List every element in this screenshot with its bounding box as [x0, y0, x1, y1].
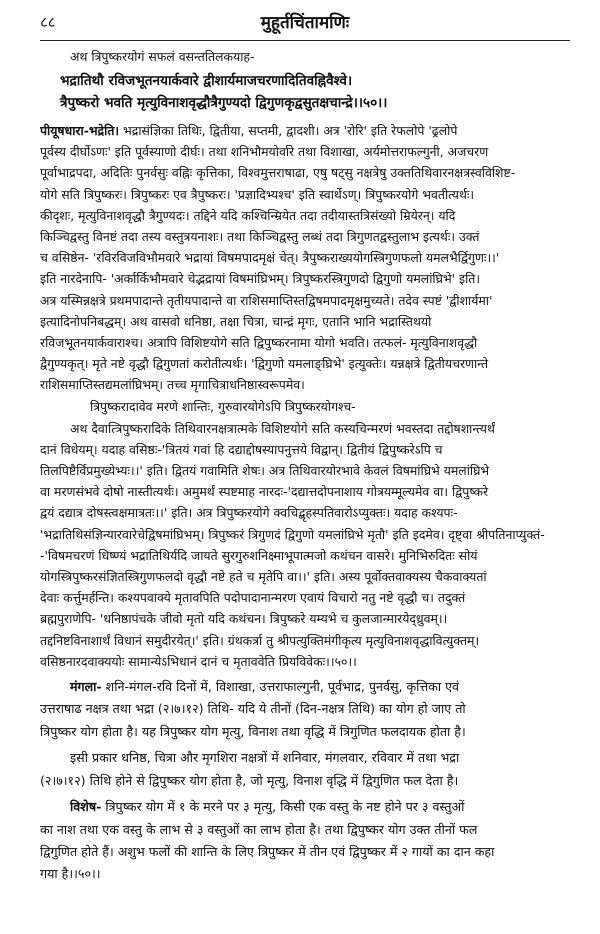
hindi-vishesh-section — [40, 796, 570, 886]
page-header — [40, 8, 570, 36]
commentary-line: दानं विधेयम्। यदाह वसिष्ठः-'त्रितयं गवां हि दद्याद्दोषस्यापनुत्तये विद्वान्। द्वितीयं द्विपुष्करेऽपि च — [40, 441, 443, 457]
page-number: ८८ — [40, 13, 56, 31]
verse-line: त्रैपुष्करो भवति मृत्युविनाशवृद्धौत्रैगुण्यदो द्विगुणकृद्वसुतक्षचान्द्रे।।५०।। — [60, 95, 388, 111]
commentary-line: च वसिष्ठेन- 'रविरविजविभौमवारे भद्रायां विषमपादमृक्षं चेत्। त्रैपुष्कराख्ययोगस्त्रिगुणफलो यमलभैर्द्विगुणः।।' — [40, 250, 500, 266]
hindi-line: विशेष- त्रिपुष्कर योग में १ के मरने पर ३ मृत्यु, किसी एक वस्तु के नष्ट होने पर ३ वस्तुओं — [70, 799, 465, 815]
commentary-piyushdhara — [40, 120, 570, 396]
commentary-line: द्वयं दद्यात्र दोषस्त्वक्षमात्रतः।।' इति। अत्र त्रिपुष्करयोगे क्वचिद्बृहस्पतिवारोऽप्युक्तः। यदाह कश्यपः- — [40, 505, 458, 521]
hindi-lead: विशेष- — [70, 799, 102, 815]
commentary-line: रविजभूतनयार्कवाराश्च। अत्रापि विशिष्टयोगे सति द्विपुष्करनामा योगो भवति। तत्फलं- मृत्युविनाशवृद्धौ — [40, 335, 478, 351]
running-title: मुहूर्तचिंतामणिः — [260, 13, 350, 33]
verse-block — [40, 70, 570, 114]
hindi-line: त्रिपुष्कर योग होता है। यह त्रिपुष्कर योग मृत्यु, विनाश तथा वृद्धि में त्रिगुणित फलदायक होता है। — [40, 723, 466, 739]
hindi-line: द्विगुणित होते हैं। अशुभ फलों की शान्ति के लिए त्रिपुष्कर में तीन एवं द्विपुष्कर में २ गायों का दान कहा — [40, 843, 495, 859]
commentary-line: पूर्वस्य दीर्घोऽणः' इति पूर्वस्याणो दीर्घः। तथा शनिभौमयोर्वारे तथा विशाखा, अर्यमोत्तराफल्गुनी, अजचरण — [40, 144, 489, 160]
commentary-line: ब्रह्मपुराणेपि- 'धनिष्ठापंचके जीवो मृतो यदि कथंचन। त्रिपुष्करे यम्यभे च कुलजान्मारयेद्ध्रुवम्।। — [40, 611, 448, 627]
commentary-line: -'विषमचरणं धिष्ण्यं भद्रातिथिर्यदि जायते सुरगुरुशनिक्ष्माभूपात्मजो कथंचन वासरे। मुनिभिरुदितः सोयं — [40, 547, 478, 563]
commentary-line: वसिष्ठनारदवाक्ययोः सामान्येऽभिधानं दानं च मृताववेति प्रियविवेकः।।५०।। — [40, 653, 357, 669]
header-rule — [40, 40, 570, 41]
section-subheading: त्रिपुष्करादावेव मरणे शान्तिः, गुरुवारयोगेऽपि त्रिपुष्करयोगश्च- — [90, 398, 356, 414]
hindi-line: इसी प्रकार धनिष्ठ, चित्रा और मृगशिरा नक्षत्रों में शनिवार, मंगलवार, रविवार में तथा भद्रा — [70, 750, 460, 766]
hindi-dvipushkar-section — [40, 747, 570, 792]
commentary-line: इति नारदेनापि- 'अर्कार्किभौमवारे चेद्भद्रायां विषमांघ्रिभम्। त्रिपुष्करस्त्रिगुणदो द्विगुणो यमलांघ्रिभे' इति। — [40, 271, 481, 287]
commentary-shanti — [40, 418, 570, 672]
page-content — [40, 46, 570, 886]
hindi-line: का नाश तथा एक वस्तु के लाभ से ३ वस्तुओं का लाभ होता है। तथा द्विपुष्कर योग उक्त तीनों फल — [40, 821, 478, 837]
hindi-line: मंगला- शनि-मंगल-रवि दिनों में, विशाखा, उत्तराफाल्गुनी, पूर्वभाद्र, पुनर्वसु, कृत्तिका एवं — [70, 679, 460, 695]
commentary-line: पूर्वाभाद्रपदा, अदितिः पुनर्वसुः वह्निः कृत्तिका, विश्वमुत्तराषाढा, एषु षट्सु नक्षत्रेषु उक्ततिथिवारनक्षत्रस्वविशिष्ट- — [40, 165, 516, 181]
commentary-line: 'भद्रातिथिसंज्ञिन्यारवारेचेद्विषमांघ्रिभम्। त्रिपुष्करं त्रिगुणदं द्विगुणो यमलांघ्रिभे मृतौ' इति इदमेव। दृष्ट्वा श्रीपतिनाप्युक्तं- — [40, 526, 545, 542]
commentary-lead: पीयूषधारा-भद्रेति। — [40, 123, 120, 138]
commentary-line: इत्यादिनोपनिबद्धम्। अथ वासवो धनिष्ठा, तक्षा चित्रा, चान्द्रं मृगः, एतानि भानि भद्रास्तिथयो — [40, 313, 432, 329]
commentary-line: किञ्चिद्वस्तु विनष्टं तदा तस्य वस्तुत्रयनाशः। तथा किञ्चिद्वस्तु लब्धं तदा त्रिगुणतद्वस्तुलाभ इत्यर्थः। उक्तं — [40, 229, 480, 245]
hindi-line: (२।७।१२) तिथि होने से द्विपुष्कर योग होता है, जो मृत्यु, विनाश वृद्धि में द्विगुणित फल देता है। — [40, 772, 459, 788]
commentary-line: पीयूषधारा-भद्रेति। भद्रासंज्ञिका तिथिः, द्वितीया, सप्तमी, द्वादशी। अत्र 'रोरि' इति रेफलोपे 'ढ्रलोपे — [40, 123, 458, 138]
hindi-line: गया है।।५०।। — [40, 866, 101, 882]
hindi-line: उत्तराषाढ नक्षत्र तथा भद्रा (२।७।१२) तिथि- यदि ये तीनों (दिन-नक्षत्र तिथि) का योग हो जाए तो — [40, 701, 466, 717]
commentary-line: योगे सति त्रिपुष्करः। त्रिपुष्करः एव त्रैपुष्करः। 'प्रज्ञादिभ्यश्च' इति स्वार्थेऽण्। त्रिपुष्करयोगे भवतीत्यर्थः। — [40, 186, 475, 202]
commentary-line: तद्दनिष्टविनाशार्थं विधानं समुदीरयेत्।' इति। ग्रंथकर्त्रा तु श्रीपत्युक्तिमंगीकृत्य मृत्युविनाशवृद्धावित्युक्तम्। — [40, 632, 480, 648]
commentary-line: योगस्त्रिपुष्करसंज्ञितस्त्रिगुणफलदो वृद्धौ नष्टे हते च मृतेपि वा।।' इति। अस्य पूर्वोक्तवाक्यस्य चैकवाक्यतां — [40, 569, 487, 585]
commentary-line: तिलपिष्टैर्विप्रमुख्येभ्यः।।' इति। द्वितयं गवामिति शेषः। अत्र तिथिवारयोरभावे केवलं विषमांघ्रिभे यमलांघ्रिभे — [40, 463, 490, 479]
commentary-line: अथ दैवात्त्रिपुष्करादिके तिथिवारनक्षत्रात्मके विशिष्टयोगे सति कस्यचिन्मरणं भवस्तदा तद्दोषशान्त्यर्थं — [70, 420, 495, 436]
commentary-line: द्वैगुण्यकृत्। मृते नष्टे वृद्धौ द्विगुणतां करोतीत्यर्थः। 'द्विगुणो यमलाङ्घ्रिभे' इत्युक्तेः। यन्नक्षत्रे द्वितीयचरणान्ते — [40, 356, 489, 372]
verse-intro: अथ त्रिपुष्करयोगं सफलं वसन्ततिलकयाह- — [70, 49, 255, 64]
commentary-line: राशिसमाप्तिस्तद्यमलांघ्रिभम्। तच्च मृगाचित्राधनिष्ठास्वरूपमेव। — [40, 377, 305, 393]
commentary-line: कीदृशः, मृत्युविनाशवृद्धौ त्रैगुण्यदः। तद्दिने यदि कश्चिन्म्रियेत तदा तदीयास्तत्रिसंख्यो म्रियेरन्। यदि — [40, 207, 456, 223]
commentary-line: अत्र यस्मिन्नक्षत्रे प्रथमपादान्ते तृतीयपादान्ते वा राशिसमाप्तिस्तद्विषमपादमृक्षमुच्यते। तदेव स्पष्टं 'द्वीशार्यमा' — [40, 292, 493, 308]
commentary-line: वा मरणसंभवे दोषो नास्तीत्यर्थः। अमुमर्थं स्पष्टमाह नारदः-'दद्यात्तदोपनाशाय गोत्रयम्मूल्यमेव वा। द्विपुष्करे — [40, 484, 489, 500]
commentary-line: देवाः कर्त्तुमर्हन्ति। कश्यपवाक्ये मृतावपिति पदोपादानान्मरण एवायं विचारो नतु नष्टे वृद्धौ च। तदुक्तं — [40, 590, 466, 606]
hindi-mangala-section — [40, 676, 570, 743]
verse-line: भद्रातिथौ रविजभूतनयार्कवारे द्वीशार्यमाजचरणादितिवह्निवैश्वे। — [60, 73, 353, 89]
hindi-lead: मंगला- — [70, 679, 102, 695]
